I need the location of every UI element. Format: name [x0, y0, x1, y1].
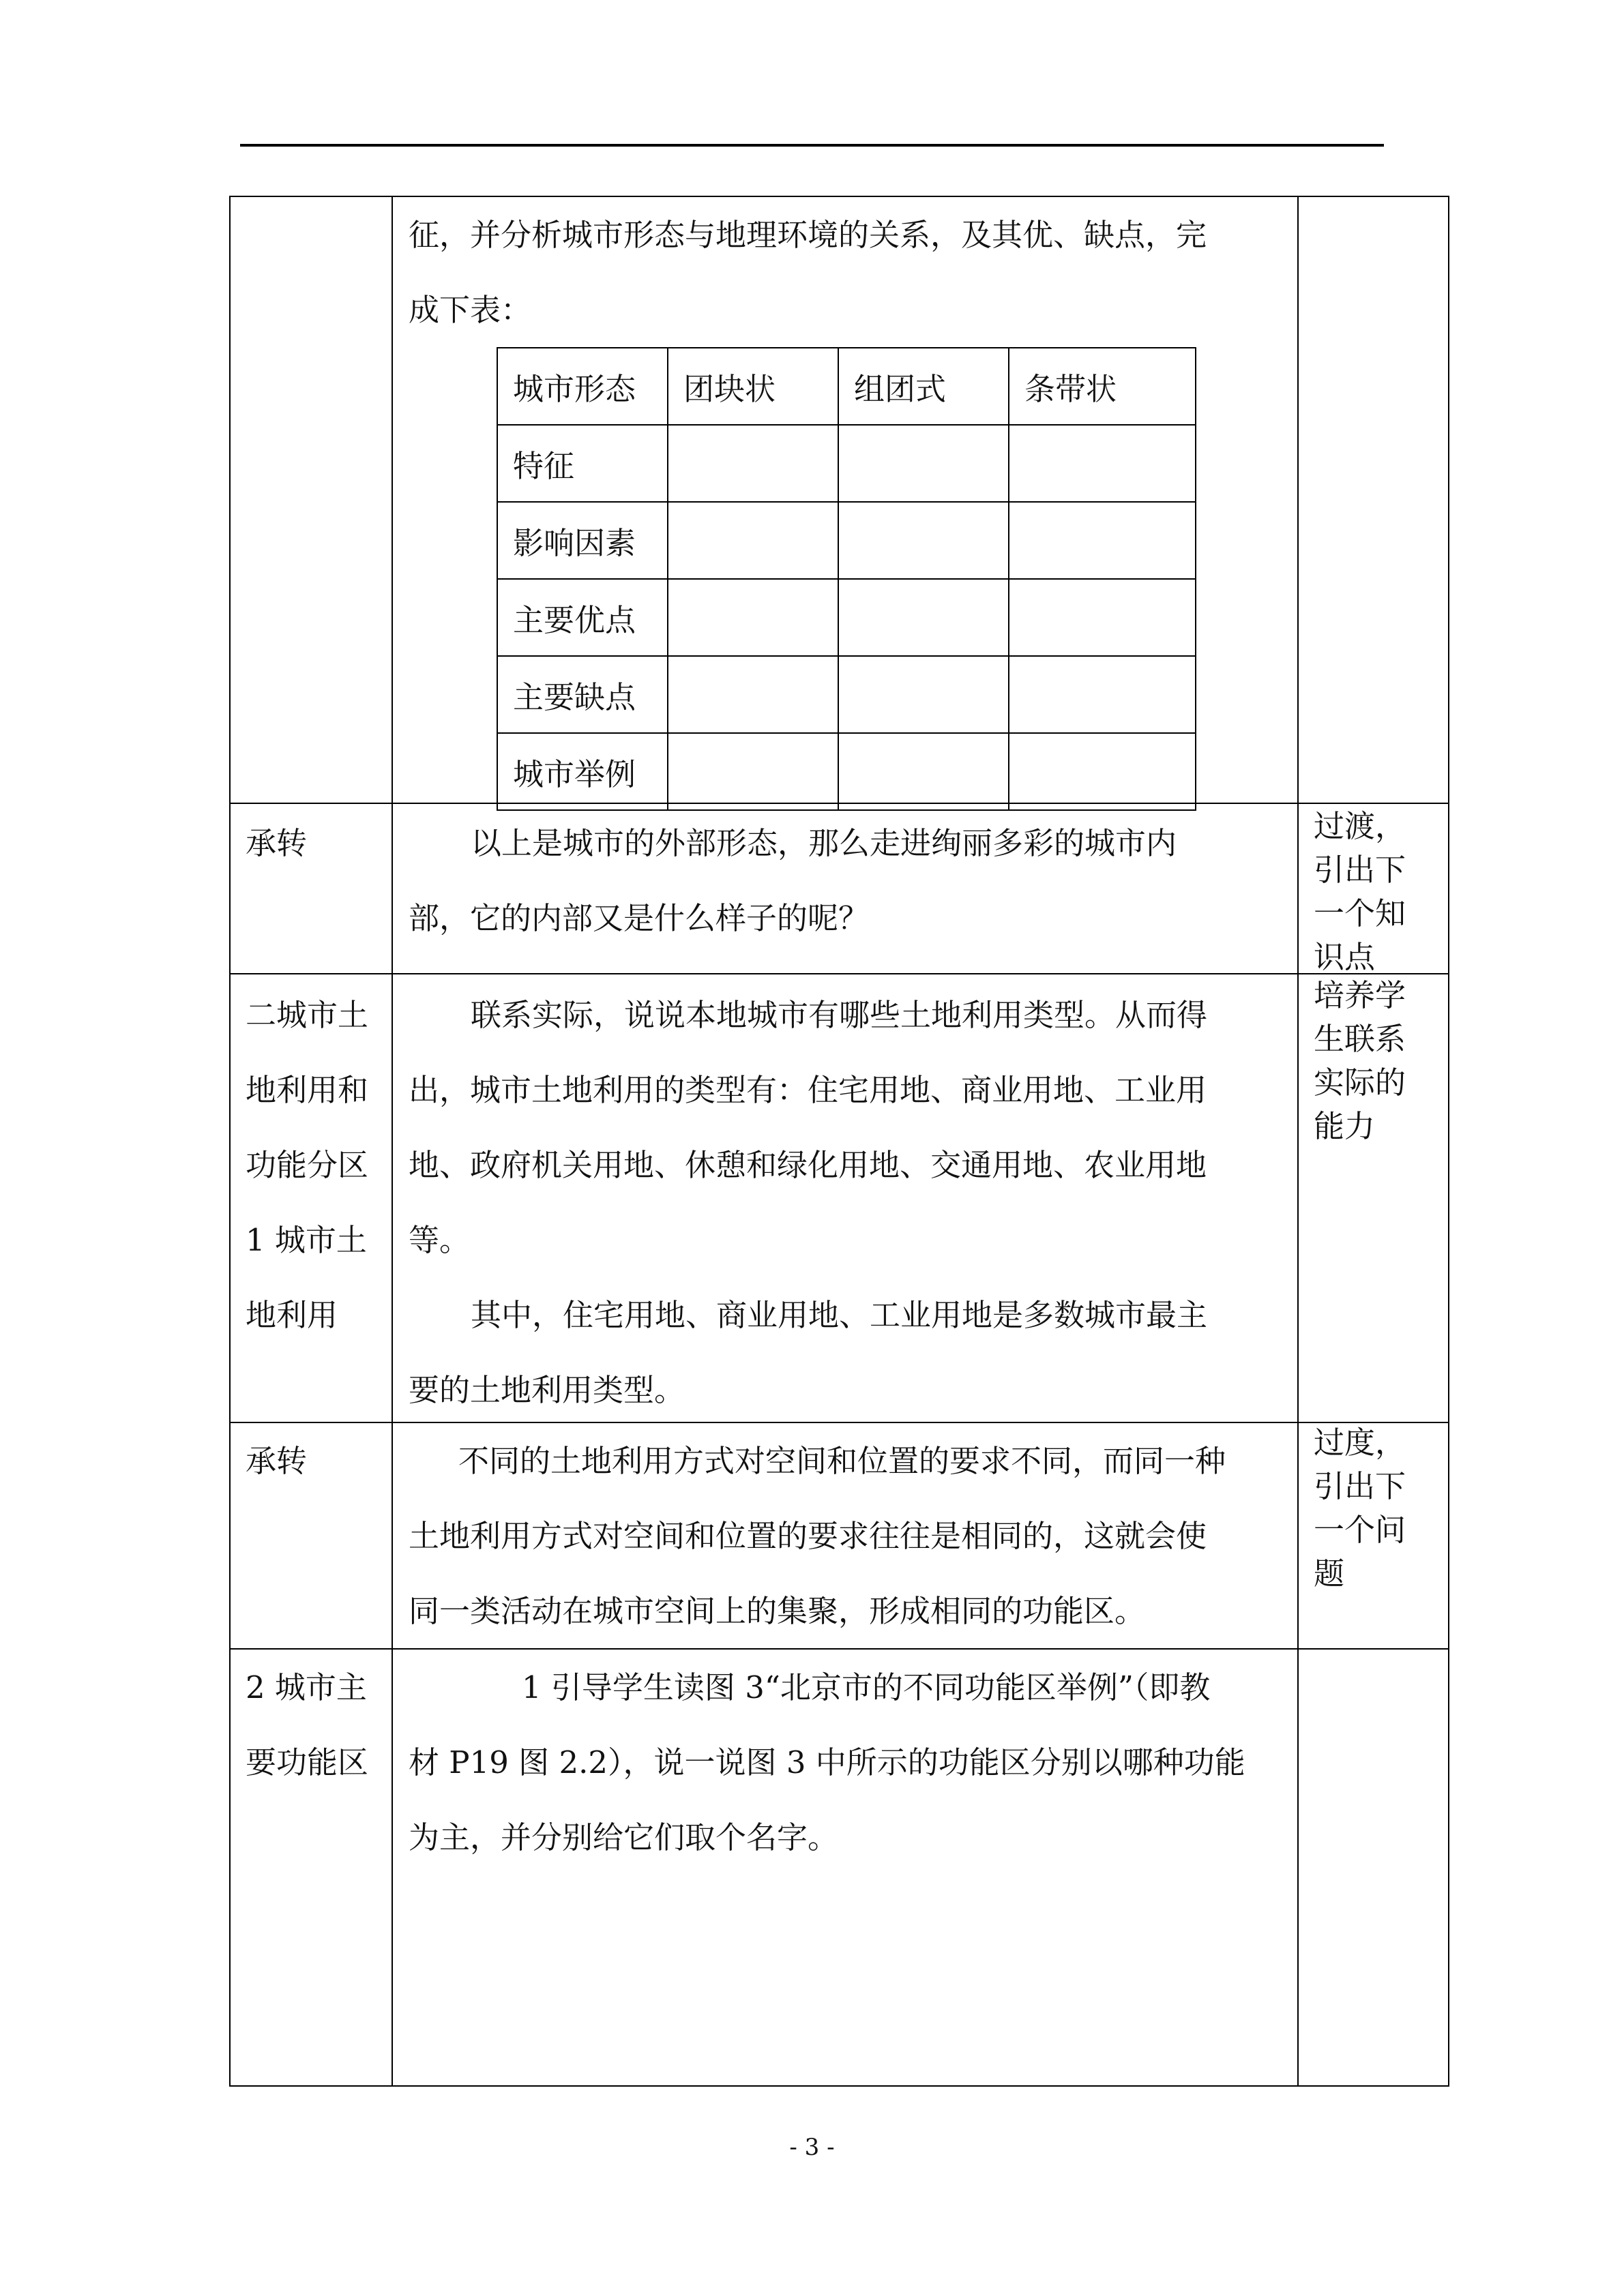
row3-note-line: 培养学: [1314, 977, 1406, 1013]
table-header-cell: 条带状: [1009, 348, 1196, 425]
row2-note-line: 一个知: [1314, 895, 1406, 931]
row4-note-line: 过度，: [1314, 1425, 1406, 1461]
table-row: [497, 733, 1196, 810]
table-row-label: 影响因素: [497, 502, 668, 579]
table-row-label: 主要优点: [497, 579, 668, 656]
table-border-left: [229, 196, 231, 2087]
table-border-top: [229, 196, 1449, 197]
row3-label-line: 地利用: [246, 1297, 338, 1333]
row4-label: 承转: [246, 1443, 308, 1479]
table-cell: [668, 502, 838, 579]
row3-content-line: 出，城市土地利用的类型有：住宅用地、商业用地、工业用: [409, 1072, 1207, 1108]
row3-label-line: 地利用和: [246, 1072, 369, 1108]
table-header-cell: 城市形态: [497, 348, 668, 425]
table-row-label: 城市举例: [497, 733, 668, 810]
table-header-cell: 组团式: [838, 348, 1009, 425]
row5-content-line: 材 P19 图 2.2），说一说图 3 中所示的功能区分别以哪种功能: [409, 1744, 1245, 1780]
table-cell: [1009, 733, 1196, 810]
column-divider-1: [392, 196, 393, 2087]
table-cell: [838, 425, 1009, 502]
row5-label-line: 要功能区: [246, 1744, 369, 1780]
table-header-row: [497, 348, 1196, 425]
row2-content-line: 部，它的内部又是什么样子的呢？: [409, 900, 870, 936]
table-cell: [838, 656, 1009, 733]
page-number: - 3 -: [789, 2134, 835, 2161]
column-divider-2: [1297, 196, 1299, 2087]
row3-label-line: 功能分区: [246, 1147, 369, 1183]
row2-note-line: 引出下: [1314, 852, 1406, 888]
table-cell: [1009, 502, 1196, 579]
row4-content-line: 不同的土地利用方式对空间和位置的要求不同，而同一种: [458, 1443, 1226, 1479]
row3-label-line: 二城市土: [246, 997, 369, 1033]
row4-note-line: 题: [1314, 1555, 1345, 1592]
table-cell: [668, 425, 838, 502]
row2-note-line: 识点: [1314, 939, 1376, 975]
table-row-label: 特征: [497, 425, 668, 502]
table-row: [497, 425, 1196, 502]
header-rule: [240, 144, 1384, 147]
row1-content-line: 征，并分析城市形态与地理环境的关系，及其优、缺点，完: [409, 217, 1207, 253]
row3-note-line: 生联系: [1314, 1021, 1406, 1057]
row3-note-line: 能力: [1314, 1108, 1376, 1144]
row3-content-line: 地、政府机关用地、休憩和绿化用地、交通用地、农业用地: [409, 1147, 1207, 1183]
row3-label-line: 1 城市土: [246, 1222, 367, 1258]
table-row-label: 主要缺点: [497, 656, 668, 733]
row2-label: 承转: [246, 825, 308, 861]
row3-content-line: 等。: [409, 1222, 471, 1258]
table-cell: [1009, 579, 1196, 656]
table-row: [497, 579, 1196, 656]
row3-content-line: 其中，住宅用地、商业用地、工业用地是多数城市最主: [471, 1297, 1208, 1333]
table-cell: [838, 579, 1009, 656]
table-border-right: [1448, 196, 1449, 2087]
row4-content-line: 土地利用方式对空间和位置的要求往往是相同的，这就会使: [409, 1518, 1207, 1554]
row-divider-2: [229, 973, 1449, 974]
table-cell: [1009, 656, 1196, 733]
row3-content-line: 要的土地利用类型。: [409, 1372, 685, 1408]
table-cell: [668, 733, 838, 810]
row2-content-line: 以上是城市的外部形态，那么走进绚丽多彩的城市内: [471, 825, 1177, 861]
table-row: [497, 502, 1196, 579]
row5-content-line: 为主，并分别给它们取个名字。: [409, 1819, 839, 1855]
row4-note-line: 一个问: [1314, 1512, 1406, 1548]
table-cell: [838, 502, 1009, 579]
row4-note-line: 引出下: [1314, 1468, 1406, 1504]
table-border-bottom: [229, 2085, 1449, 2087]
row5-content-line: 1 引导学生读图 3“北京市的不同功能区举例”（即教: [522, 1669, 1211, 1705]
table-header-cell: 团块状: [668, 348, 838, 425]
row5-label-line: 2 城市主: [246, 1669, 367, 1705]
row2-note-line: 过渡，: [1314, 808, 1406, 844]
row1-content-line: 成下表：: [409, 292, 532, 328]
table-cell: [1009, 425, 1196, 502]
table-cell: [668, 656, 838, 733]
row4-content-line: 同一类活动在城市空间上的集聚，形成相同的功能区。: [409, 1593, 1146, 1629]
row3-note-line: 实际的: [1314, 1064, 1406, 1101]
table-cell: [668, 579, 838, 656]
city-form-table: [497, 347, 1196, 811]
table-cell: [838, 733, 1009, 810]
row3-content-line: 联系实际，说说本地城市有哪些土地利用类型。从而得: [471, 997, 1208, 1033]
table-row: [497, 656, 1196, 733]
